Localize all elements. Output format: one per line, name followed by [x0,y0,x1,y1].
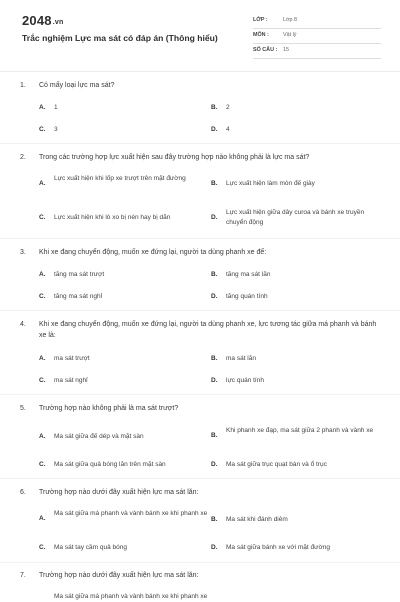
option-letter: A. [39,355,46,362]
option-letter: A. [39,433,46,440]
question-divider [0,310,400,311]
option-letter: C. [39,214,46,221]
option-letter: D. [211,544,218,551]
option-text: Khi phanh xe đạp, ma sát giữa 2 phanh và vành xe [226,427,374,434]
option-text: Lực xuất hiện khi lốp xe trượt trên mặt đường [54,175,186,182]
option-text: 2 [226,104,230,111]
option-letter: B. [211,516,218,523]
option-text: 4 [226,126,230,133]
option-letter: C. [39,293,46,300]
option-text: Ma sát giữa trục quạt bàn và ổ trục [226,461,327,468]
option-text: ma sát lăn [226,355,256,362]
meta-class [253,14,381,29]
question-divider [0,562,400,563]
option-text: tăng ma sát lăn [226,271,271,278]
question-number: 6. [20,489,26,496]
site-logo[interactable] [22,13,63,28]
meta-subject-value: Vật lý [283,32,297,38]
option-text: tăng ma sát nghỉ [54,293,103,300]
option-text: Ma sát tay cầm quả bóng [54,544,127,551]
option-text: tăng ma sát trượt [54,271,105,278]
meta-subject [253,29,381,44]
question-text: Trường hợp nào không phải là ma sát trượt? [39,405,179,412]
option-letter: B. [211,104,218,111]
option-letter: A. [39,271,46,278]
option-letter: D. [211,293,218,300]
option-letter: B. [211,271,218,278]
meta-class-value: Lớp 8 [283,17,298,23]
option-letter: B. [211,180,218,187]
option-letter: C. [39,126,46,133]
option-letter: D. [211,377,218,384]
option-letter: A. [39,180,46,187]
option-text: Ma sát giữa má phanh và vành bánh xe khi phanh xe [54,510,208,517]
option-text: Lực xuất hiện khi lò xo bị nén hay bị dãn [54,214,171,221]
option-text: Lực xuất hiện làm mòn đế giày [226,180,315,187]
question-divider [0,478,400,479]
page-header [0,0,400,70]
question-number: 2. [20,154,26,161]
question-number: 3. [20,249,26,256]
option-letter: A. [39,515,46,522]
logo-suffix: .vn [52,19,64,26]
meta-subject-key: MÔN : [253,32,269,38]
question-text: Khi xe đang chuyển động, muốn xe đứng lại, người ta dùng phanh xe để: [39,249,267,256]
meta-count [253,44,381,59]
option-letter: C. [39,377,46,384]
meta-class-key: LỚP : [253,17,268,23]
logo-main: 2048 [22,13,52,28]
option-text: Lực xuất hiện giữa dây curoa và bánh xe truyền chuyển động [226,209,365,226]
option-text: Ma sát khi đánh diêm [226,516,288,523]
question-divider [0,143,400,144]
option-letter: B. [211,432,218,439]
option-text: 1 [54,104,58,111]
question-text: Có mấy loại lực ma sát? [39,82,115,89]
question-number: 5. [20,405,26,412]
option-text: lực quán tính [226,377,264,384]
option-text: ma sát nghỉ [54,377,88,384]
option-letter: C. [39,544,46,551]
option-text: Ma sát giữa đế dép và mặt sàn [54,433,144,440]
question-text: Trong các trường hợp lực xuất hiện sau đây trường hợp nào không phải là lực ma sát? [39,154,310,161]
question-text: Khi xe đang chuyển động, muốn xe đứng lại, người ta dùng phanh xe, lực tương tác giữa má phanh và bánh xe là: [39,321,377,339]
question-number: 1. [20,82,26,89]
question-number: 4. [20,321,26,328]
question-divider [0,394,400,395]
option-text: Ma sát giữa quả bóng lăn trên mặt sàn [54,461,166,468]
option-text: Ma sát giữa má phanh và vành bánh xe khi phanh xe [54,593,208,600]
question-number: 7. [20,572,26,579]
header-divider [0,71,400,72]
meta-count-key: SỐ CÂU : [253,47,278,53]
meta-count-value: 15 [283,47,289,53]
question-text: Trường hợp nào dưới đây xuất hiện lực ma sát lăn: [39,489,199,496]
option-text: ma sát trượt [54,355,90,362]
question-text: Trường hợp nào dưới đây xuất hiện lực ma sát lăn: [39,572,199,579]
document-title: Trắc nghiệm Lực ma sát có đáp án (Thông hiểu) [22,33,218,43]
option-letter: B. [211,355,218,362]
question-divider [0,238,400,239]
option-text: 3 [54,126,58,133]
option-letter: A. [39,104,46,111]
option-text: tăng quán tính [226,293,268,300]
option-letter: D. [211,126,218,133]
option-letter: D. [211,214,218,221]
option-letter: C. [39,461,46,468]
option-text: Ma sát giữa bánh xe với mặt đường [226,544,330,551]
option-letter: D. [211,461,218,468]
